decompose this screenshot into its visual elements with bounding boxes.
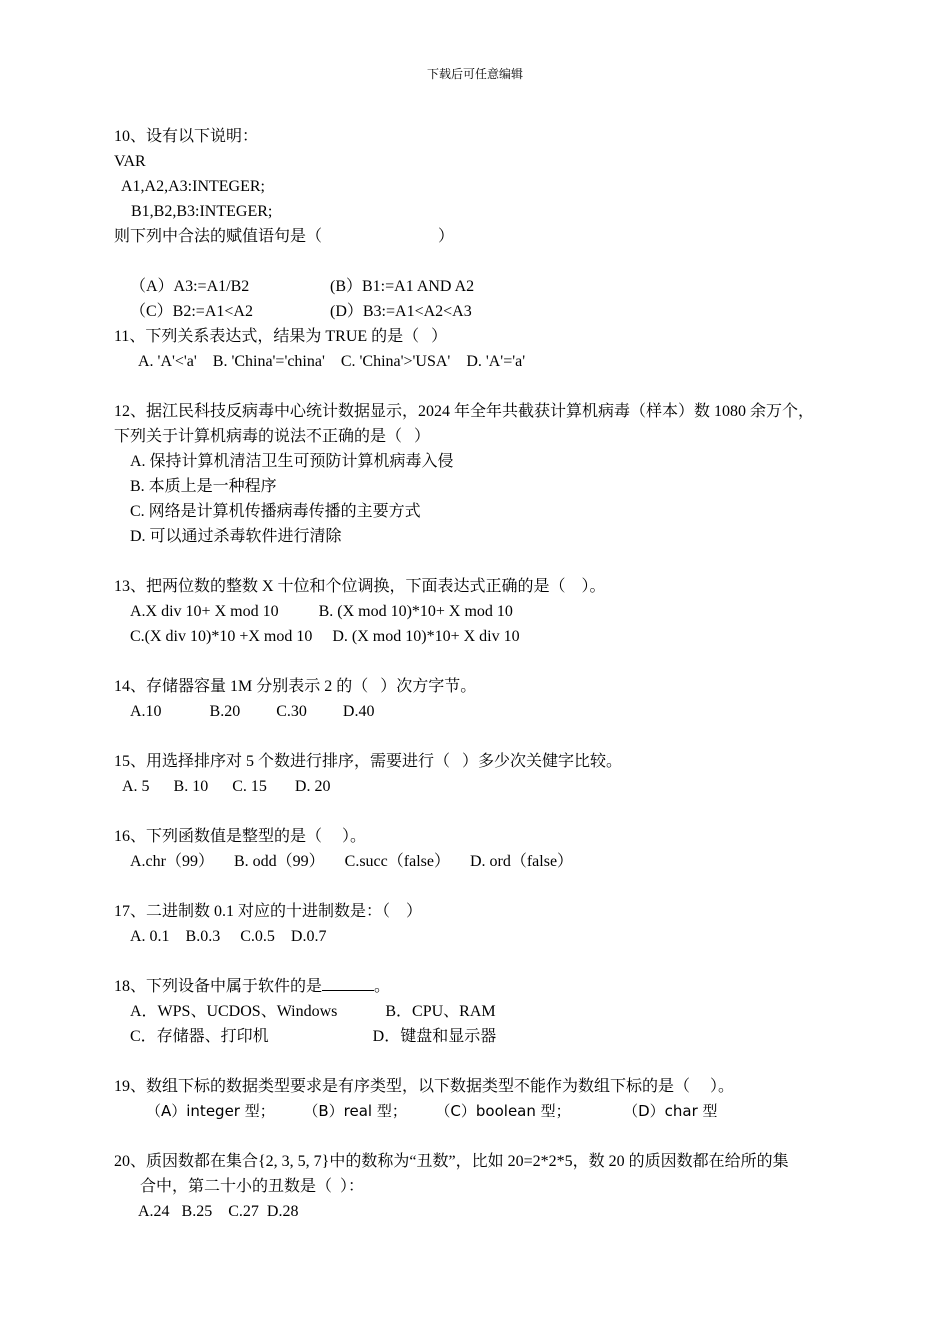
q13-options-cd: C.(X div 10)*10 +X mod 10 D. (X mod 10)*10+ X div 10 — [130, 628, 520, 645]
q10-title: 10、设有以下说明： — [114, 128, 259, 145]
q11-title: 11、下列关系表达式，结果为 TRUE 的是（ ） — [114, 328, 448, 345]
q18-title — [114, 974, 874, 999]
q15-options: A. 5 B. 10 C. 15 D. 20 — [122, 778, 331, 795]
q12-option-c: C. 网络是计算机传播病毒传播的主要方式 — [130, 503, 421, 520]
q20-title-cont: 合中，第二十小的丑数是（ ）： — [140, 1178, 365, 1195]
q13-options-ab: A.X div 10+ X mod 10 B. (X mod 10)*10+ X mod 10 — [130, 603, 513, 620]
q10-stem: 则下列中合法的赋值语句是（ ） — [114, 228, 455, 245]
q10-code-a: A1,A2,A3:INTEGER; — [121, 178, 265, 195]
document-body — [114, 124, 874, 1224]
q10-code-b: B1,B2,B3:INTEGER; — [131, 203, 273, 220]
q12-title: 12、据江民科技反病毒中心统计数据显示，2024 年全年共截获计算机病毒（样本）数 1080 余万个， — [114, 403, 815, 420]
q20-options: A.24 B.25 C.27 D.28 — [138, 1203, 299, 1220]
q10-option-a: （A）A3:=A1/B2 — [130, 278, 250, 295]
q10-options-ab — [114, 249, 874, 295]
q13-title: 13、把两位数的整数 X 十位和个位调换，下面表达式正确的是（ ）。 — [114, 578, 606, 595]
q14-options: A.10 B.20 C.30 D.40 — [130, 703, 375, 720]
q12-option-b: B. 本质上是一种程序 — [130, 478, 277, 495]
q20-title: 20、质因数都在集合{2, 3, 5, 7}中的数称为“丑数”，比如 20=2*2*5，数 20 的质因数都在给所的集 — [114, 1153, 789, 1170]
q10-option-d: (D）B3:=A1<A2<A3 — [330, 303, 472, 320]
page-header: 下载后可任意编辑 — [426, 67, 523, 81]
q18-options-cd: C．存储器、打印机 D．键盘和显示器 — [130, 1028, 497, 1045]
q15-title: 15、用选择排序对 5 个数进行排序，需要进行（ ）多少次关健字比较。 — [114, 753, 623, 770]
q12-option-a: A. 保持计算机清洁卫生可预防计算机病毒入侵 — [130, 453, 454, 470]
q17-title: 17、二进制数 0.1 对应的十进制数是：（ ） — [114, 903, 423, 920]
q16-title: 16、下列函数值是整型的是（ ）。 — [114, 828, 367, 845]
q18-title-end: 。 — [374, 978, 391, 995]
q16-options: A.chr（99） B. odd（99） C.succ（false） D. ord（false） — [130, 853, 574, 870]
q17-options: A. 0.1 B.0.3 C.0.5 D.0.7 — [130, 928, 327, 945]
q10-code-var: VAR — [114, 153, 146, 170]
q19-title: 19、数组下标的数据类型要求是有序类型，以下数据类型不能作为数组下标的是（ ）。 — [114, 1078, 735, 1095]
q18-options-ab: A．WPS、UCDOS、Windows B．CPU、RAM — [130, 1003, 496, 1020]
q19-options: （A）integer 型； （B）real 型； （C）boolean 型； （D）char 型 — [146, 1102, 718, 1120]
q18-title-text: 18、下列设备中属于软件的是 — [114, 978, 323, 995]
q11-options: A. 'A'<'a' B. 'China'='china' C. 'China'>'USA' D. 'A'='a' — [138, 353, 526, 370]
q12-option-d: D. 可以通过杀毒软件进行清除 — [130, 528, 342, 545]
q12-title-cont: 下列关于计算机病毒的说法不正确的是（ ） — [114, 428, 431, 445]
q10-option-c: （C）B2:=A1<A2 — [130, 303, 253, 320]
q10-option-b: (B）B1:=A1 AND A2 — [330, 278, 475, 295]
q18-blank — [322, 976, 374, 991]
q14-title: 14、存储器容量 1M 分别表示 2 的（ ）次方字节。 — [114, 678, 477, 695]
